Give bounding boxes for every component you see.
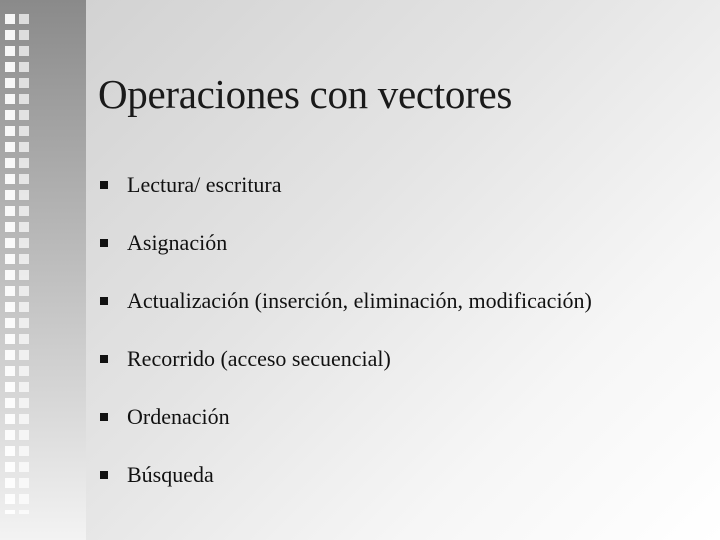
bullet-item-ordenacion [100, 388, 592, 446]
square-bullet-icon [100, 181, 108, 189]
bullet-item-lectura [100, 156, 592, 214]
bullet-item-actualizacion [100, 272, 592, 330]
bullet-list [100, 156, 592, 504]
square-bullet-icon [100, 413, 108, 421]
bullet-item-busqueda [100, 446, 592, 504]
square-bullet-icon [100, 297, 108, 305]
decorative-square-pattern [5, 14, 19, 514]
square-bullet-icon [100, 239, 108, 247]
square-bullet-icon [100, 471, 108, 479]
slide-title: Operaciones con vectores [98, 71, 512, 117]
decorative-square-pattern-secondary [19, 14, 29, 514]
bullet-text: Lectura/ escritura [127, 172, 282, 197]
bullet-item-recorrido [100, 330, 592, 388]
bullet-text: Actualización (inserción, eliminación, modificación) [127, 288, 592, 313]
bullet-item-asignacion [100, 214, 592, 272]
bullet-text: Ordenación [127, 404, 230, 429]
bullet-text: Asignación [127, 230, 228, 255]
decorative-side-strip [0, 0, 86, 540]
bullet-text: Recorrido (acceso secuencial) [127, 346, 391, 371]
square-bullet-icon [100, 355, 108, 363]
bullet-text: Búsqueda [127, 462, 214, 487]
